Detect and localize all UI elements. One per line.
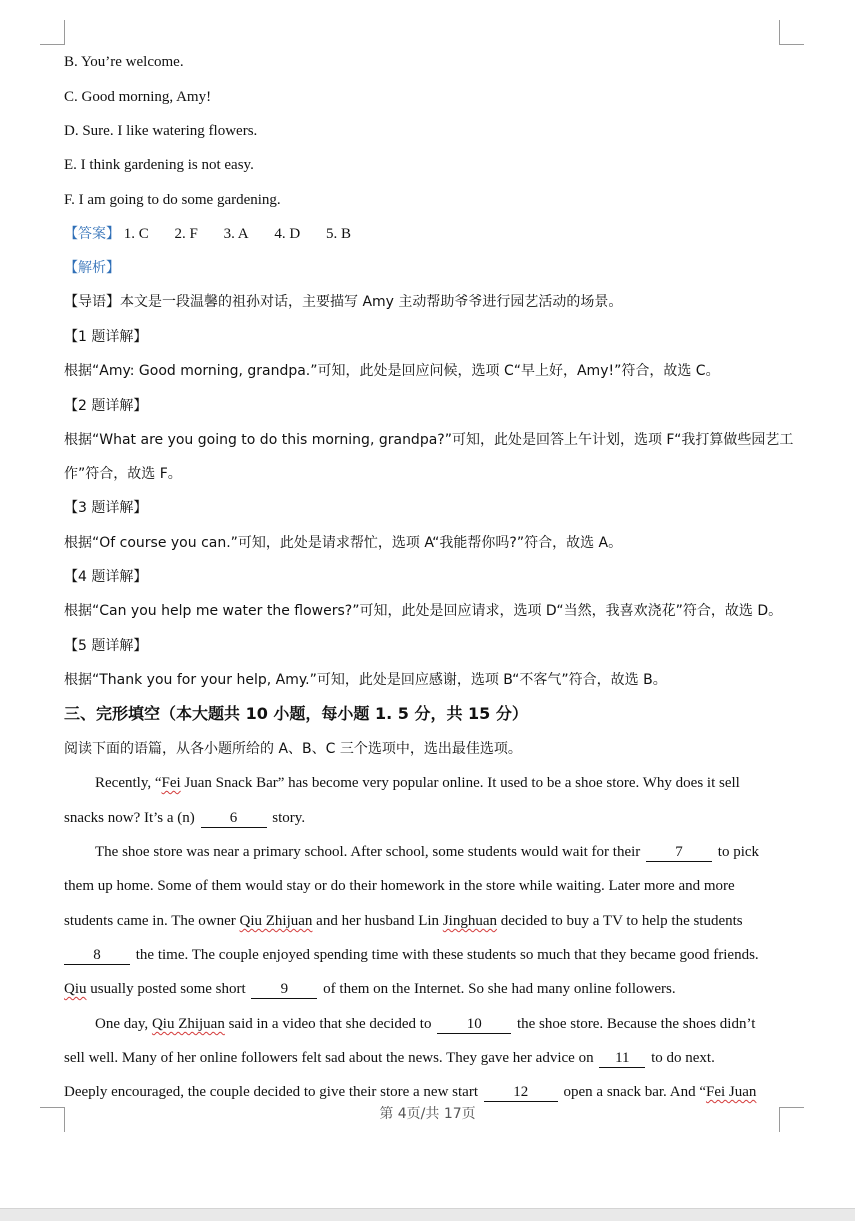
passage-line: [95, 1014, 755, 1034]
answer-item: 5. B: [325, 226, 351, 242]
answer-item: 1. C: [123, 226, 149, 242]
passage-text: decided to buy a TV to help the students: [496, 913, 743, 929]
option-c: C. Good morning, Amy!: [64, 89, 212, 105]
passage-line: [64, 945, 759, 965]
detail-text-4: 根据“Can you help me water the flowers?”可知，此处是回应请求，选项 D“当然，我喜欢浇花”符合，故选 D。: [64, 603, 783, 619]
passage-text: Fei: [161, 775, 181, 791]
detail-heading-1: 【1 题详解】: [64, 329, 148, 345]
detail-heading-3: 【3 题详解】: [64, 500, 148, 516]
crop-mark-top-left: [40, 20, 65, 45]
passage-line: [64, 808, 305, 828]
section-instruction: 阅读下面的语篇，从各小题所给的 A、B、C 三个选项中，选出最佳选项。: [64, 741, 522, 757]
passage-line: [95, 842, 759, 862]
page-number-footer: 第 4页/共 17页: [379, 1106, 476, 1122]
passage-text: open a snack bar. And “: [563, 1084, 706, 1100]
answer-row: [64, 224, 373, 244]
passage-text: sell well. Many of her online followers felt sad about the news. They gave her advice on: [64, 1050, 594, 1066]
blank-12: 12: [484, 1084, 558, 1102]
viewer-bottom-edge: [0, 1208, 855, 1221]
passage-text: Deeply encouraged, the couple decided to give their store a new start: [64, 1084, 479, 1100]
intro-line: [64, 292, 622, 312]
intro-label: 【导语】: [64, 294, 120, 310]
passage-text: of them on the Internet. So she had many online followers.: [323, 981, 676, 997]
blank-8: 8: [64, 947, 130, 965]
answer-item: 4. D: [274, 226, 301, 242]
detail-text-3: 根据“Of course you can.”可知，此处是请求帮忙，选项 A“我能帮你吗?”符合，故选 A。: [64, 535, 623, 551]
passage-line: [95, 773, 740, 793]
passage-text: the time. The couple enjoyed spending time with these students so much that they became good friends.: [135, 947, 759, 963]
passage-text: said in a video that she decided to: [224, 1016, 432, 1032]
option-e: E. I think gardening is not easy.: [64, 157, 254, 173]
passage-text: and her husband Lin: [312, 913, 443, 929]
intro-text: 本文是一段温馨的祖孙对话，主要描写 Amy 主动帮助爷爷进行园艺活动的场景。: [120, 294, 623, 310]
passage-text: Qiu: [64, 981, 87, 997]
blank-7: 7: [646, 844, 712, 862]
passage-text: Fei Juan: [705, 1084, 757, 1100]
passage-line: them up home. Some of them would stay or do their homework in the store while waiting. Later more and more: [64, 878, 735, 894]
option-f: F. I am going to do some gardening.: [64, 192, 281, 208]
option-b: B. You’re welcome.: [64, 54, 184, 70]
passage-text: Qiu Zhijuan: [151, 1016, 225, 1032]
passage-line: [64, 911, 743, 931]
passage-text: Jinghuan: [442, 913, 497, 929]
passage-text: Recently, “: [95, 775, 162, 791]
passage-text: Qiu Zhijuan: [239, 913, 313, 929]
detail-heading-4: 【4 题详解】: [64, 569, 148, 585]
detail-heading-5: 【5 题详解】: [64, 638, 148, 654]
option-d: D. Sure. I like watering flowers.: [64, 123, 258, 139]
section-title: 三、完形填空（本大题共 10 小题，每小题 1. 5 分，共 15 分）: [64, 704, 528, 723]
passage-text: Juan Snack Bar” has become very popular online. It used to be a shoe store. Why does it sell: [180, 775, 740, 791]
blank-9: 9: [251, 981, 317, 999]
detail-text-2-cont: 作”符合，故选 F。: [64, 466, 182, 482]
answer-item: 3. A: [223, 226, 249, 242]
passage-text: students came in. The owner: [64, 913, 240, 929]
passage-line: [64, 1082, 756, 1102]
blank-6: 6: [201, 810, 267, 828]
passage-line: [64, 979, 676, 999]
detail-text-1: 根据“Amy: Good morning, grandpa.”可知，此处是回应问候，选项 C“早上好，Amy!”符合，故选 C。: [64, 363, 720, 379]
passage-text: story.: [272, 810, 306, 826]
passage-text: One day,: [95, 1016, 152, 1032]
passage-text: the shoe store. Because the shoes didn’t: [516, 1016, 756, 1032]
detail-text-2: 根据“What are you going to do this morning, grandpa?”可知，此处是回答上午计划，选项 F“我打算做些园艺工: [64, 432, 794, 448]
blank-11: 11: [599, 1050, 645, 1068]
passage-text: The shoe store was near a primary school. After school, some students would wait for their: [95, 844, 641, 860]
answer-item: 2. F: [174, 226, 198, 242]
passage-text: usually posted some short: [86, 981, 246, 997]
passage-line: [64, 1048, 715, 1068]
passage-text: snacks now? It’s a (n): [64, 810, 195, 826]
blank-10: 10: [437, 1016, 511, 1034]
passage-text: to do next.: [651, 1050, 715, 1066]
passage-text: to pick: [717, 844, 760, 860]
detail-heading-2: 【2 题详解】: [64, 398, 148, 414]
detail-text-5: 根据“Thank you for your help, Amy.”可知，此处是回应感谢，选项 B“不客气”符合，故选 B。: [64, 672, 667, 688]
crop-mark-top-right: [779, 20, 804, 45]
analysis-label: 【解析】: [64, 260, 120, 276]
answer-label: 【答案】: [64, 226, 120, 242]
